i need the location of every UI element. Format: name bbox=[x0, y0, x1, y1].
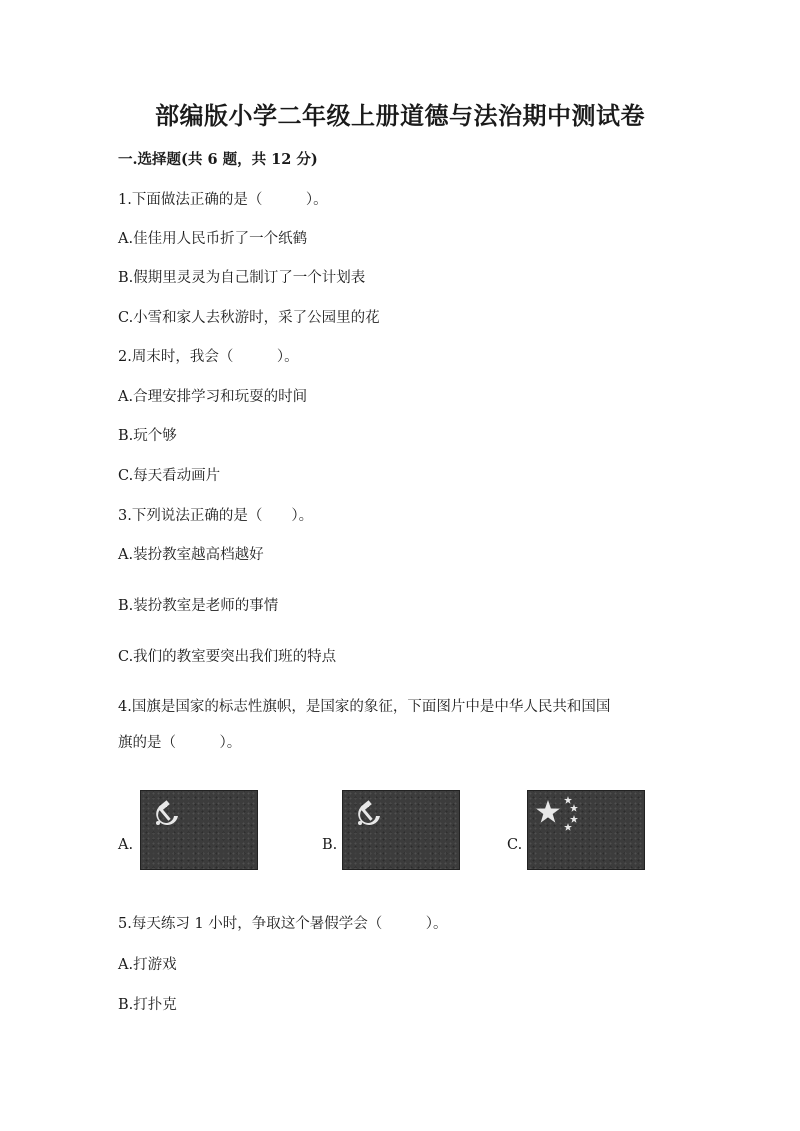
question-1-stem: 1.下面做法正确的是（ ）。 bbox=[118, 192, 328, 208]
question-4-option-a-label: A. bbox=[118, 837, 134, 853]
question-3-option-a: A.装扮教室越高档越好 bbox=[118, 547, 264, 563]
party-flag-icon bbox=[140, 790, 258, 870]
question-2-option-b: B.玩个够 bbox=[118, 428, 177, 444]
question-2-stem: 2.周末时，我会（ ）。 bbox=[118, 349, 299, 365]
question-1-option-b: B.假期里灵灵为自己制订了一个计划表 bbox=[118, 270, 366, 286]
section-heading: 一.选择题(共 6 题，共 12 分) bbox=[118, 151, 318, 168]
five-star-flag-icon bbox=[527, 790, 645, 870]
question-4-option-b-label: B. bbox=[322, 837, 338, 853]
question-1-option-c: C.小雪和家人去秋游时，采了公园里的花 bbox=[118, 310, 380, 326]
question-5-option-a: A.打游戏 bbox=[118, 957, 177, 973]
question-4-stem-line-2: 旗的是（ ）。 bbox=[118, 735, 242, 751]
question-3-option-b: B.装扮教室是老师的事情 bbox=[118, 598, 279, 614]
question-2-option-a: A.合理安排学习和玩耍的时间 bbox=[118, 389, 308, 405]
question-5-stem: 5.每天练习 1 小时，争取这个暑假学会（ ）。 bbox=[118, 916, 448, 932]
question-2-option-c: C.每天看动画片 bbox=[118, 468, 221, 484]
question-5-option-b: B.打扑克 bbox=[118, 997, 177, 1013]
page-title: 部编版小学二年级上册道德与法治期中测试卷 bbox=[155, 101, 645, 130]
question-1-option-a: A.佳佳用人民币折了一个纸鹤 bbox=[118, 231, 308, 247]
question-4-option-c-label: C. bbox=[507, 837, 523, 853]
question-3-option-c: C.我们的教室要突出我们班的特点 bbox=[118, 649, 337, 665]
question-4-stem-line-1: 4.国旗是国家的标志性旗帜，是国家的象征，下面图片中是中华人民共和国国 bbox=[118, 699, 611, 715]
question-3-stem: 3.下列说法正确的是（ ）。 bbox=[118, 508, 314, 524]
party-flag-icon bbox=[342, 790, 460, 870]
